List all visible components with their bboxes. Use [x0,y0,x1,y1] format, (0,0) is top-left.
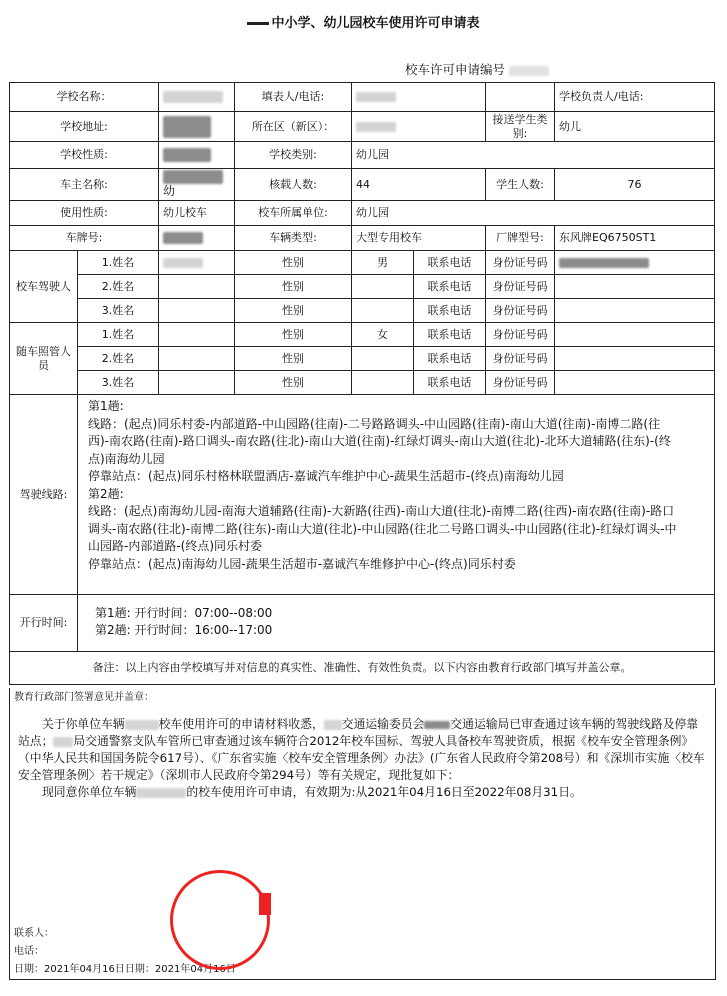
opinion-p1-c: 交通运输委员会 [341,717,425,731]
vehicle-type-label: 车辆类型: [235,226,352,251]
principal-cell [555,83,715,112]
driver-2-id-value [555,275,715,299]
contact-person [14,924,54,939]
contact-phone [14,942,44,957]
attendant-1-name-label: 1.姓名 [78,323,159,347]
attendant-3-id-label: 身份证号码 [486,371,555,395]
form-title [0,12,727,31]
vehicle-type-value: 大型专用校车 [352,226,486,251]
driver-1-gender-label: 性别 [235,251,352,275]
district-label: 所在区（新区）： [235,112,352,142]
driver-group-label: 校车驾驶人 [10,251,78,323]
driver-2-gender-label: 性别 [235,275,352,299]
schedule [95,605,272,639]
driver-1-name-label: 1.姓名 [78,251,159,275]
principal-label-text: 学校负责人/电话: [559,90,644,104]
opinion-paragraph-2 [18,784,708,801]
attendant-3-gender-value [352,371,414,395]
contact-phone-label: 电话： [14,946,44,957]
attendant-1-gender-value: 女 [352,323,414,347]
filler-value [352,83,486,112]
owner-value-tail: 幼 [163,184,176,198]
trip-2-title: 第2趟: [88,486,124,501]
attendant-2-id-value [555,347,715,371]
capacity-label: 核载人数: [235,169,352,201]
attendant-2-id-label: 身份证号码 [486,347,555,371]
driver-3-name-value [159,299,235,323]
student-type-label: 接送学生类别: [486,112,555,142]
driver-1-gender-value: 男 [352,251,414,275]
school-kind-value: 幼儿园 [352,142,715,169]
official-seal [170,870,270,970]
attendant-2-name-value [159,347,235,371]
driver-3-id-value [555,299,715,323]
driver-3-phone-label: 联系电话 [414,299,486,323]
driver-3-gender-label: 性别 [235,299,352,323]
owner-value [159,169,235,201]
plate-label: 车牌号: [10,226,159,251]
opinion-p1-d: 交通运输局已审查通过该车辆的驾驶线路及停靠站点； [18,717,699,748]
students-label: 学生人数: [486,169,555,201]
redacted-city [247,22,269,25]
trip-1-stops: 停靠站点：(起点)同乐村格林联盟酒店-嘉诚汽车维护中心-蔬果生活超市-(终点)南海幼儿园 [88,469,564,483]
driver-3-gender-value [352,299,414,323]
opinion-heading: 教育行政部门签署意见并盖章： [14,692,154,703]
school-nature-value [159,142,235,169]
time-label: 开行时间: [10,595,78,652]
attendant-1-gender-label: 性别 [235,323,352,347]
principal-label [486,83,555,112]
attendant-3-id-value [555,371,715,395]
approval-opinion [9,688,716,980]
application-number-redacted [509,66,549,76]
opinion-p1-a: 关于你单位车辆 [42,717,125,731]
filler-label: 填表人/电话: [235,83,352,112]
application-form-table [9,82,715,685]
application-number-label: 校车许可申请编号 [405,62,506,77]
students-value: 76 [555,169,715,201]
capacity-value: 44 [352,169,486,201]
school-address-value [159,112,235,142]
driver-2-gender-value [352,275,414,299]
driver-1-name-value [159,251,235,275]
unit-value: 幼儿园 [352,201,715,226]
model-value: 东风牌EQ6750ST1 [555,226,715,251]
driver-2-name-label: 2.姓名 [78,275,159,299]
driver-1-id-value [555,251,715,275]
driver-2-name-value [159,275,235,299]
driver-3-name-label: 3.姓名 [78,299,159,323]
attendant-2-name-label: 2.姓名 [78,347,159,371]
opinion-body [18,716,708,801]
approval-date: 日期：2021年04月16日日期：2021年04月16日 [14,964,236,975]
school-nature-label: 学校性质: [10,142,159,169]
opinion-p2-b: 的校车使用许可申请，有效期为:从2021年04月16日至2022年08月31日。 [186,785,582,799]
school-address-label: 学校地址: [10,112,159,142]
attendant-2-gender-value [352,347,414,371]
attendant-3-phone-label: 联系电话 [414,371,486,395]
school-name-label: 学校名称： [10,83,159,112]
owner-label: 车主名称: [10,169,159,201]
opinion-paragraph-1 [18,716,708,784]
route-details [78,398,678,573]
trip-2-line: 线路：(起点)南海幼儿园-南海大道辅路(往南)-大新路(往西)-南山大道(往北)-南博二路(往西)-南农路(往南)-路口调头-南农路(往北)-南博二路(往东)-南山大道(往北)-中山园路(往北二号路口调头-中山园路(往北)-红绿灯调头-中山园路-内部道路-(终点)同乐村委 [88,504,677,553]
driver-1-phone-label: 联系电话 [414,251,486,275]
attendant-group-label: 随车照管人员 [10,323,78,395]
driver-2-id-label: 身份证号码 [486,275,555,299]
driver-3-id-label: 身份证号码 [486,299,555,323]
trip-1-title: 第1趟: [88,399,124,413]
driver-2-phone-label: 联系电话 [414,275,486,299]
schedule-trip-1: 第1趟: 开行时间：07:00--08:00 [95,606,273,620]
district-value [352,112,486,142]
unit-label: 校车所属单位: [235,201,352,226]
note-row: 备注：以上内容由学校填写并对信息的真实性、准确性、有效性负责。以下内容由教育行政部门填写并盖公章。 [10,652,715,685]
schedule-trip-2: 第2趟: 开行时间：16:00--17:00 [95,623,273,637]
school-kind-label: 学校类别: [235,142,352,169]
plate-value [159,226,235,251]
student-type-value: 幼儿 [555,112,715,142]
trip-1-line: 线路：(起点)同乐村委-内部道路-中山园路(往南)-二号路路调头-中山园路(往南)-南山大道(往南)-南博二路(往西)-南农路(往南)-路口调头-南农路(往北)-南山大道(往南)-红绿灯调头-南山大道(往北)-北环大道辅路(往东)-(终点)南海幼儿园 [88,416,671,466]
route-label: 驾驶线路: [10,395,78,595]
usage-value: 幼儿校车 [159,201,235,226]
attendant-3-name-value [159,371,235,395]
model-label: 厂牌型号: [486,226,555,251]
attendant-2-phone-label: 联系电话 [414,347,486,371]
opinion-p1-b: 校车使用许可的申请材料收悉， [158,717,324,731]
trip-2-stops: 停靠站点：(起点)南海幼儿园-蔬果生活超市-嘉诚汽车维修护中心-(终点)同乐村委 [88,556,516,571]
form-title-text: 中小学、幼儿园校车使用许可申请表 [271,16,480,31]
attendant-1-id-value [555,323,715,347]
attendant-1-phone-label: 联系电话 [414,323,486,347]
driver-1-id-label: 身份证号码 [486,251,555,275]
seal-mark [259,893,271,915]
application-number [405,60,549,78]
attendant-2-gender-label: 性别 [235,347,352,371]
school-name-value [159,83,235,112]
opinion-p1-e: 局交通警察支队车管所已审查通过该车辆符合2012年校车国标、驾驶人具备校车驾驶资质，根据《校车安全管理条例》（中华人民共和国国务院令617号）、《广东省实施〈校车安全管理条例〉办法》(广东省人民政府令第208号）和《深圳市实施〈校车安全管理条例〉若干规定》（深圳市人民政府令第294号）等有关规定，现批复如下： [18,734,705,782]
attendant-1-id-label: 身份证号码 [486,323,555,347]
attendant-3-name-label: 3.姓名 [78,371,159,395]
usage-label: 使用性质: [10,201,159,226]
contact-person-label: 联系人： [14,928,54,939]
attendant-3-gender-label: 性别 [235,371,352,395]
opinion-p2-a: 现同意你单位车辆 [42,785,137,799]
attendant-1-name-value [159,323,235,347]
